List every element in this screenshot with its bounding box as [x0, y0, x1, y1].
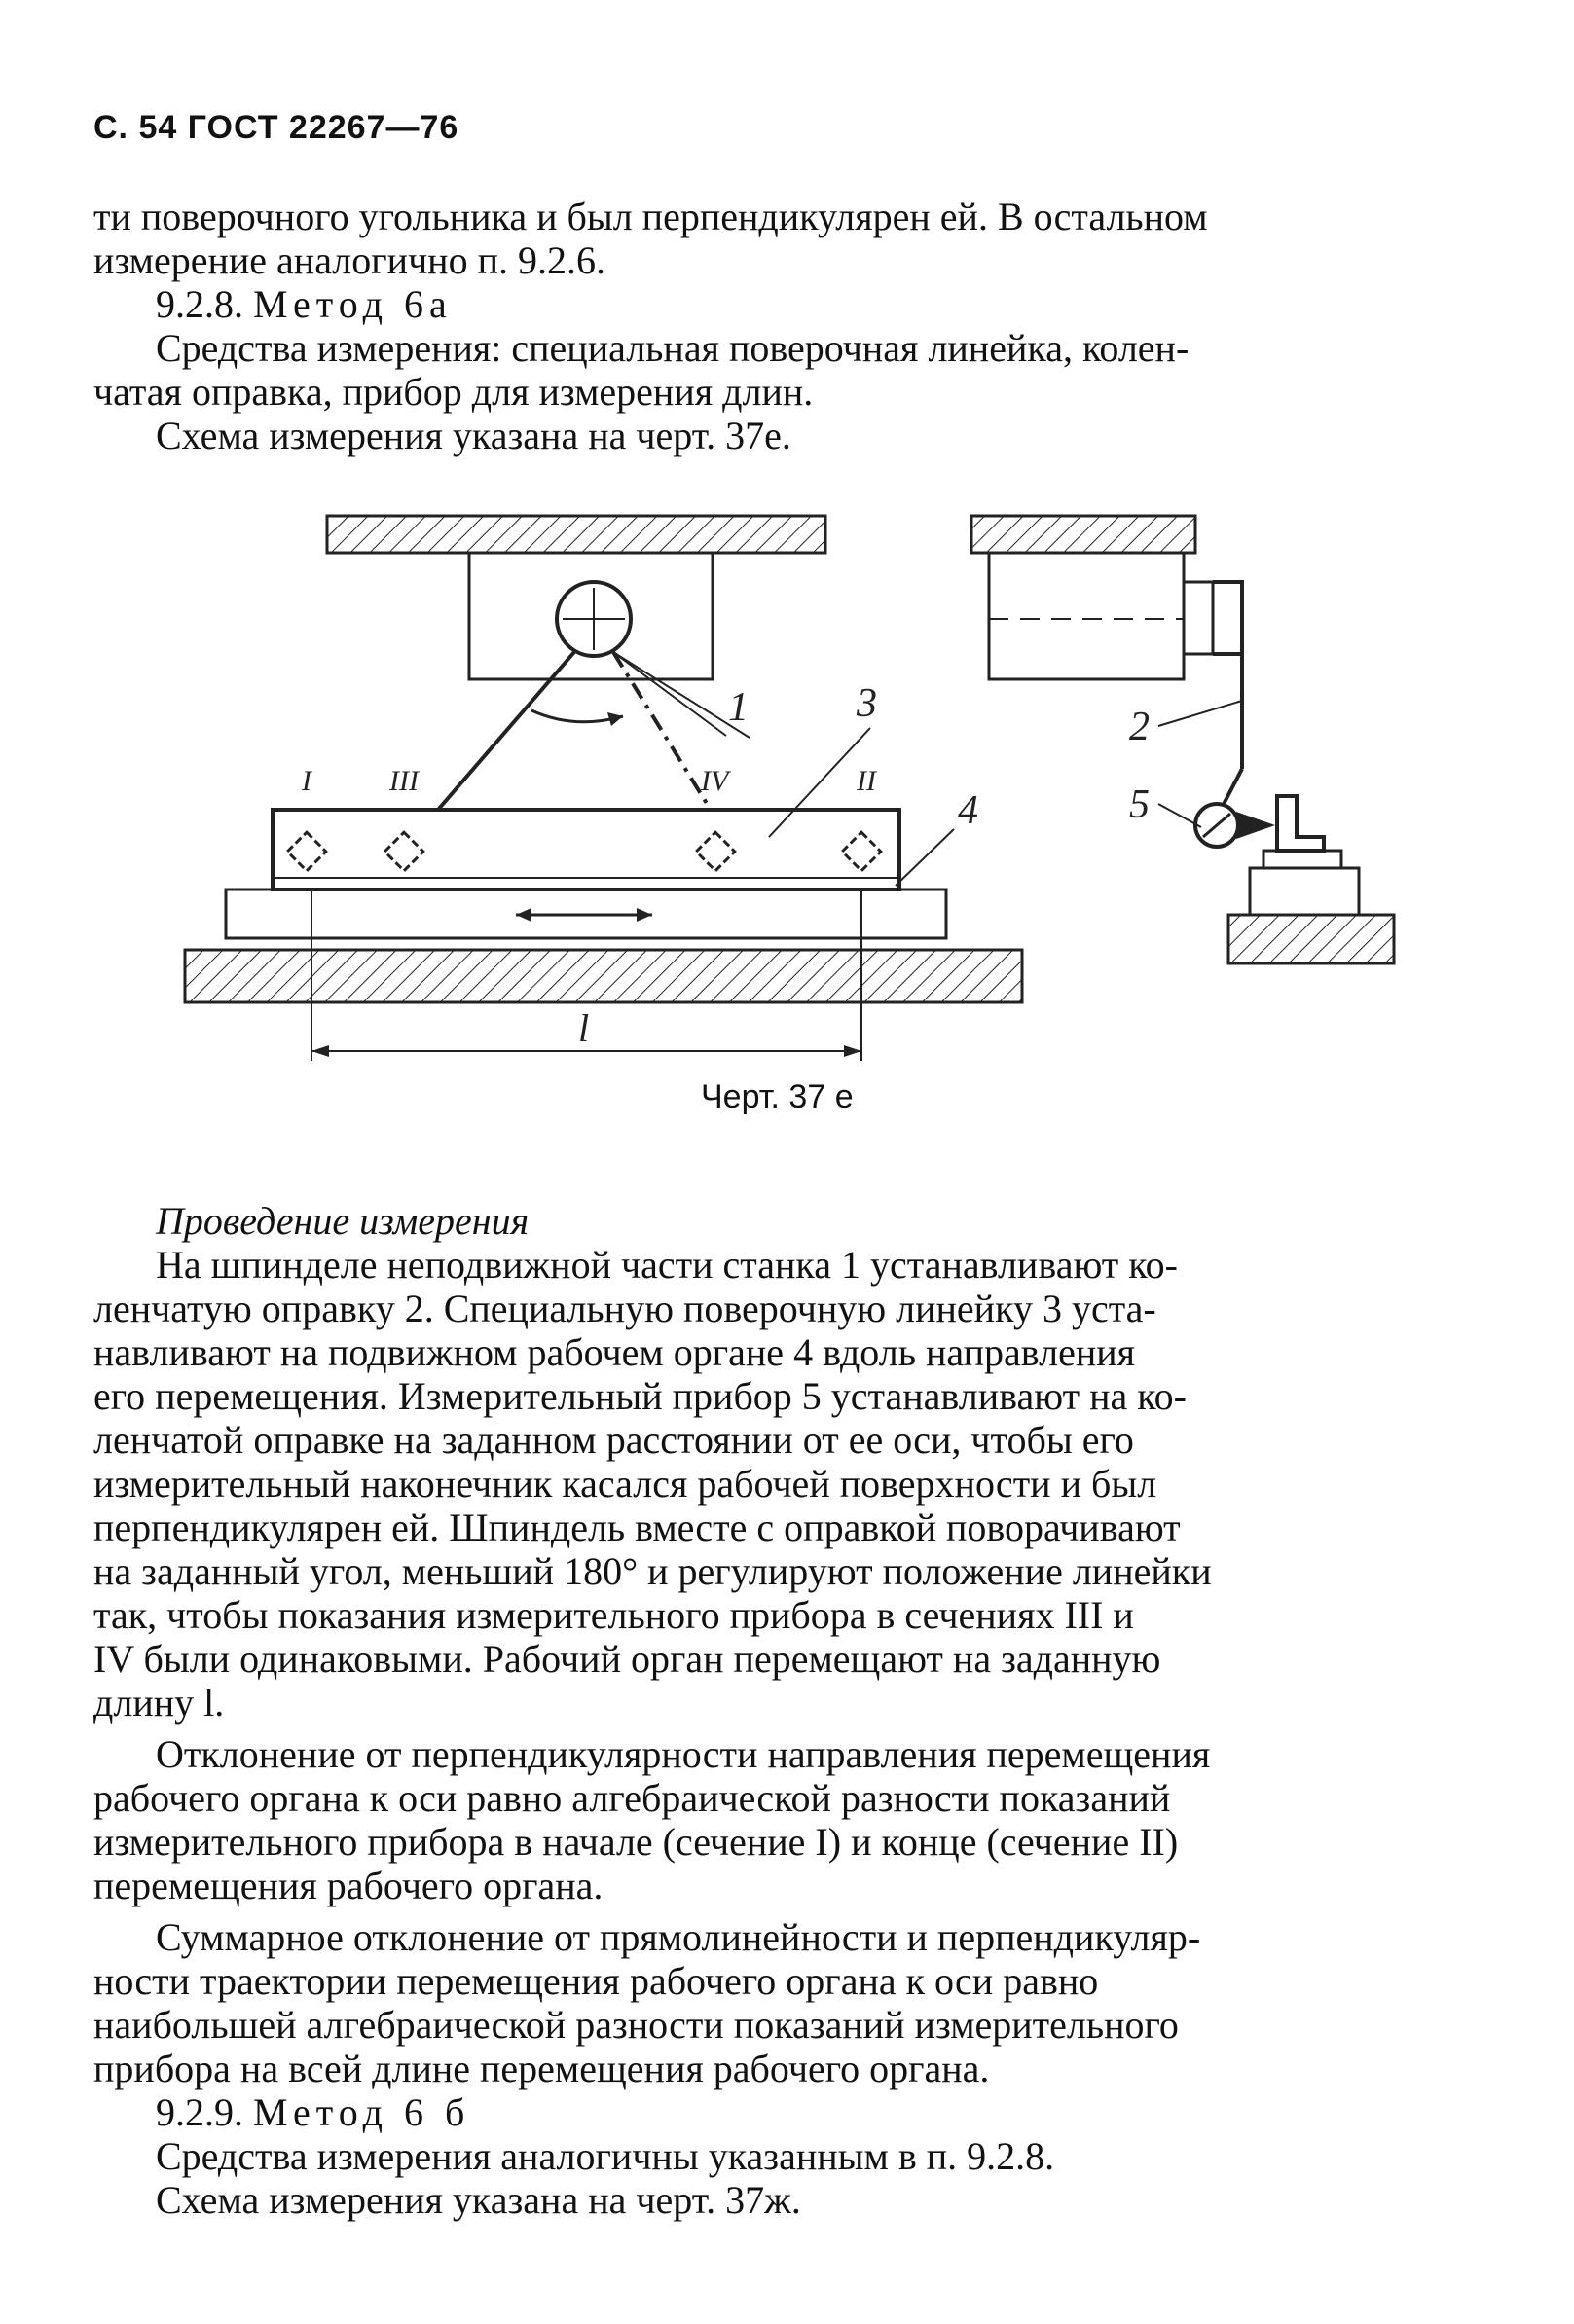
fixed-part-hatched: [327, 516, 825, 553]
square-block: [1277, 796, 1324, 851]
text-line: ленчатую оправку 2. Специальную поверочную линейку 3 уста-: [93, 1287, 1156, 1330]
text-line: IV были одинаковыми. Рабочий орган перемещают на заданную: [93, 1637, 1161, 1681]
label-section-III: III: [389, 765, 419, 797]
text-line: ности траектории перемещения рабочего органа к оси равно: [93, 1959, 1099, 2003]
label-section-IV: IV: [701, 765, 729, 797]
text-line: так, чтобы показания измерительного прибора в сечениях III и: [93, 1593, 1134, 1637]
text-line: Отклонение от перпендикулярности направления перемещения: [156, 1732, 1211, 1776]
text-line: Схема измерения указана на черт. 37е.: [156, 414, 791, 457]
label-section-II: II: [857, 765, 876, 797]
text-line: измерительный наконечник касался рабочей поверхности и был: [93, 1462, 1157, 1506]
cranked-mandrel: [1213, 582, 1242, 654]
text-line: навливают на подвижном рабочем органе 4 вдоль направления: [93, 1330, 1136, 1374]
text-line: на заданный угол, меньший 180° и регулируют положение линейки: [93, 1549, 1212, 1593]
text-line: Схема измерения указана на черт. 37ж.: [156, 2178, 801, 2222]
label-length: l: [578, 1006, 590, 1050]
text-line: рабочего органа к оси равно алгебраической разности показаний: [93, 1776, 1171, 1820]
text-line: наибольшей алгебраической разности показаний измерительного: [93, 2003, 1179, 2047]
text-line: чатая оправка, прибор для измерения длин.: [93, 370, 814, 414]
arm-right-dashed: [613, 652, 711, 810]
text-line: Суммарное отклонение от прямолинейности и перпендикуляр-: [156, 1915, 1201, 1959]
section-number: 9.2.9.: [156, 2090, 243, 2134]
fixed-part-hatched-side: [971, 516, 1195, 553]
spindle-housing-side: [989, 553, 1184, 679]
section-title: Метод 6а: [253, 282, 453, 326]
text-line: ти поверочного угольника и был перпендикулярен ей. В остальном: [93, 195, 1208, 238]
figure-37e: [146, 487, 1460, 1168]
section-heading: [93, 282, 1476, 326]
text-line: Средства измерения: специальная поверочная линейка, колен-: [156, 326, 1190, 370]
section-title: Метод 6 б: [253, 2090, 471, 2134]
base-hatched-side: [1228, 915, 1394, 963]
top-text-block: [93, 195, 1476, 457]
label-3: 3: [857, 681, 877, 726]
text-line: ленчатой оправке на заданном расстоянии от ее оси, чтобы его: [93, 1418, 1134, 1462]
procedure-block: [93, 1199, 1476, 2222]
procedure-heading: Проведение измерения: [156, 1199, 530, 1243]
figure-caption: Черт. 37 е: [701, 1078, 854, 1115]
text-line: измерение аналогично п. 9.2.6.: [93, 238, 605, 282]
label-4: 4: [958, 788, 978, 833]
section-number: 9.2.8.: [156, 282, 243, 326]
label-1: 1: [728, 685, 749, 730]
arm-left: [438, 652, 574, 810]
text-line: Средства измерения аналогичны указанным в п. 9.2.8.: [156, 2134, 1055, 2178]
label-5: 5: [1129, 782, 1150, 827]
text-line: измерительного прибора в начале (сечение I) и конце (сечение II): [93, 1820, 1179, 1864]
text-line: длину l.: [93, 1681, 225, 1725]
label-2: 2: [1129, 705, 1150, 749]
text-line: На шпинделе неподвижной части станка 1 устанавливают ко-: [156, 1243, 1178, 1287]
text-line: прибора на всей длине перемещения рабочего органа.: [93, 2047, 990, 2090]
text-line: его перемещения. Измерительный прибор 5 устанавливают на ко-: [93, 1374, 1187, 1418]
text-line: перпендикулярен ей. Шпиндель вместе с оправкой поворачивают: [93, 1506, 1181, 1549]
page-header: С. 54 ГОСТ 22267—76: [93, 109, 459, 146]
label-section-I: I: [302, 765, 311, 797]
section-heading: [93, 2090, 1476, 2134]
text-line: перемещения рабочего органа.: [93, 1864, 604, 1907]
